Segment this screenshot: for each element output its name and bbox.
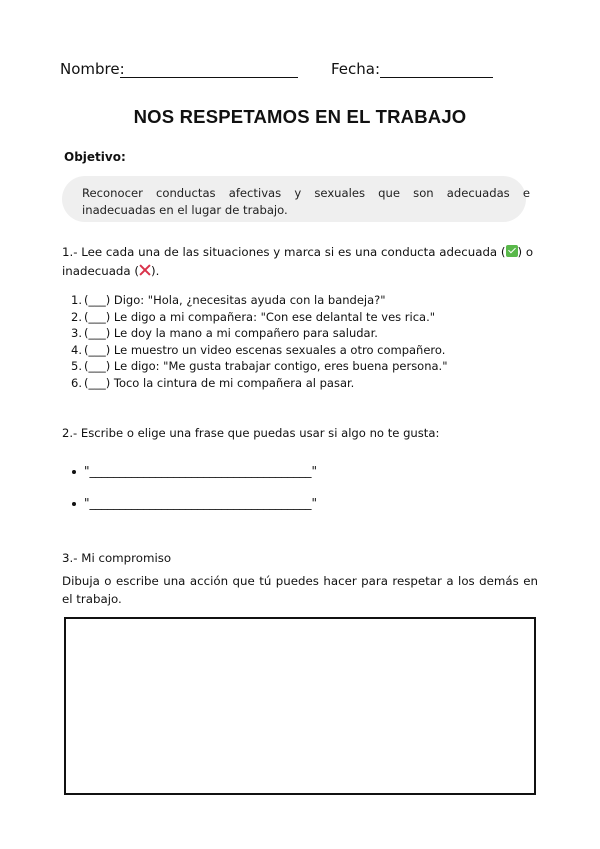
page-title: NOS RESPETAMOS EN EL TRABAJO (133, 106, 467, 127)
name-blank-line[interactable] (120, 77, 298, 78)
item-number: 3. (71, 326, 82, 341)
header-row (60, 60, 540, 82)
list-item[interactable] (70, 375, 530, 392)
list-item[interactable] (70, 292, 530, 309)
phrase-blanks-list (70, 464, 317, 528)
question-3-title: 3.- Mi compromiso (62, 551, 172, 565)
list-item[interactable] (70, 342, 530, 359)
item-text: (___) Le digo: "Me gusta trabajar contigo, eres buena persona." (84, 359, 448, 374)
item-text: (___) Le digo a mi compañera: "Con ese delantal te ves rica." (84, 309, 436, 324)
list-item[interactable] (70, 358, 530, 375)
question-1-prompt (62, 243, 542, 280)
phrase-blank-1[interactable]: "_____________________________________" (70, 464, 317, 496)
check-icon (506, 245, 518, 257)
list-item[interactable] (70, 309, 530, 326)
list-item[interactable] (70, 325, 530, 342)
objective-label: Objetivo: (64, 150, 126, 164)
phrase-blank-2[interactable]: "_____________________________________" (70, 496, 317, 528)
cross-icon (139, 264, 151, 276)
objective-text: Reconocer conductas afectivas y sexuales que son adecuadas e inadecuadas en el lugar de trabajo. (82, 186, 530, 217)
date-blank-line[interactable] (380, 77, 493, 78)
item-number: 4. (71, 342, 82, 357)
item-text: (___) Digo: "Hola, ¿necesitas ayuda con la bandeja?" (84, 293, 386, 307)
item-number: 6. (71, 375, 82, 390)
item-text: (___) Toco la cintura de mi compañera al pasar. (84, 375, 355, 390)
name-label: Nombre: (60, 60, 125, 78)
item-text: (___) Le doy la mano a mi compañero para saludar. (84, 326, 378, 341)
item-number: 5. (71, 359, 82, 374)
item-number: 2. (71, 309, 82, 324)
item-text: (___) Le muestro un video escenas sexuales a otro compañero. (84, 342, 446, 357)
question-3-instruction: Dibuja o escribe una acción que tú puedes hacer para respetar a los demás en el trabajo. (62, 574, 538, 606)
situations-list (70, 292, 530, 392)
question-1-prompt-end: ). (151, 263, 160, 278)
drawing-box[interactable] (64, 617, 536, 795)
item-number: 1. (71, 293, 82, 307)
date-label: Fecha: (331, 60, 381, 78)
question-1-prompt-middle: ) o inadecuada ( (62, 245, 534, 278)
question-2-prompt: 2.- Escribe o elige una frase que puedas usar si algo no te gusta: (62, 426, 440, 440)
question-1-prompt-start: 1.- Lee cada una de las situaciones y marca si es una conducta adecuada ( (62, 245, 506, 259)
